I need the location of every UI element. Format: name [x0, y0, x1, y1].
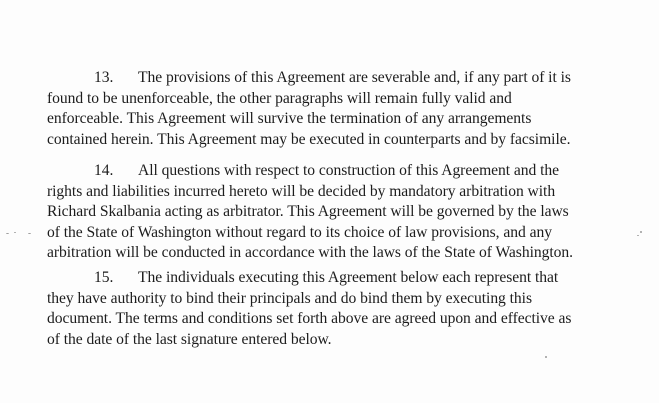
paragraph-13 — [47, 68, 647, 150]
paragraph-text-line: found to be unenforceable, the other paragraphs will remain fully valid and — [47, 89, 512, 107]
paragraph-14 — [47, 161, 647, 264]
paragraph-text-line: document. The terms and conditions set forth above are agreed upon and effective as — [47, 310, 572, 327]
paragraph-first-line — [47, 68, 647, 89]
paragraph-text-line: The individuals executing this Agreement below each represent that — [138, 269, 559, 286]
scan-speck — [637, 235, 639, 236]
scan-speck — [14, 232, 16, 233]
paragraph-text-line: of the date of the last signature entered below. — [47, 330, 332, 348]
paragraph-text-line: contained herein. This Agreement may be executed in counterparts and by facsimile. — [47, 130, 571, 148]
paragraph-text-line: All questions with respect to construction of this Agreement and the — [138, 162, 560, 179]
scan-speck — [28, 233, 31, 234]
paragraph-text-line: arbitration will be conducted in accordance with the laws of the State of Washington. — [47, 244, 573, 261]
scan-speck — [545, 356, 547, 358]
paragraph-first-line — [47, 268, 647, 289]
paragraph-number: 13. — [94, 69, 114, 86]
scan-speck — [640, 231, 642, 233]
paragraph-text-line: rights and liabilities incurred hereto will be decided by mandatory arbitration with — [47, 182, 556, 200]
paragraph-text-line: they have authority to bind their principals and do bind them by executing this — [47, 289, 532, 307]
paragraph-first-line — [47, 161, 647, 182]
paragraph-15 — [47, 268, 647, 350]
paragraph-text-line: enforceable. This Agreement will survive the termination of any arrangements — [47, 110, 532, 127]
scan-speck — [6, 233, 9, 234]
paragraph-number: 15. — [94, 269, 114, 286]
paragraph-text-line: of the State of Washington without regard to its choice of law provisions, and any — [47, 223, 552, 241]
paragraph-text-line: Richard Skalbania acting as arbitrator. This Agreement will be governed by the laws — [47, 203, 569, 220]
paragraph-text-line: The provisions of this Agreement are severable and, if any part of it is — [138, 69, 571, 86]
paragraph-number: 14. — [94, 162, 114, 179]
